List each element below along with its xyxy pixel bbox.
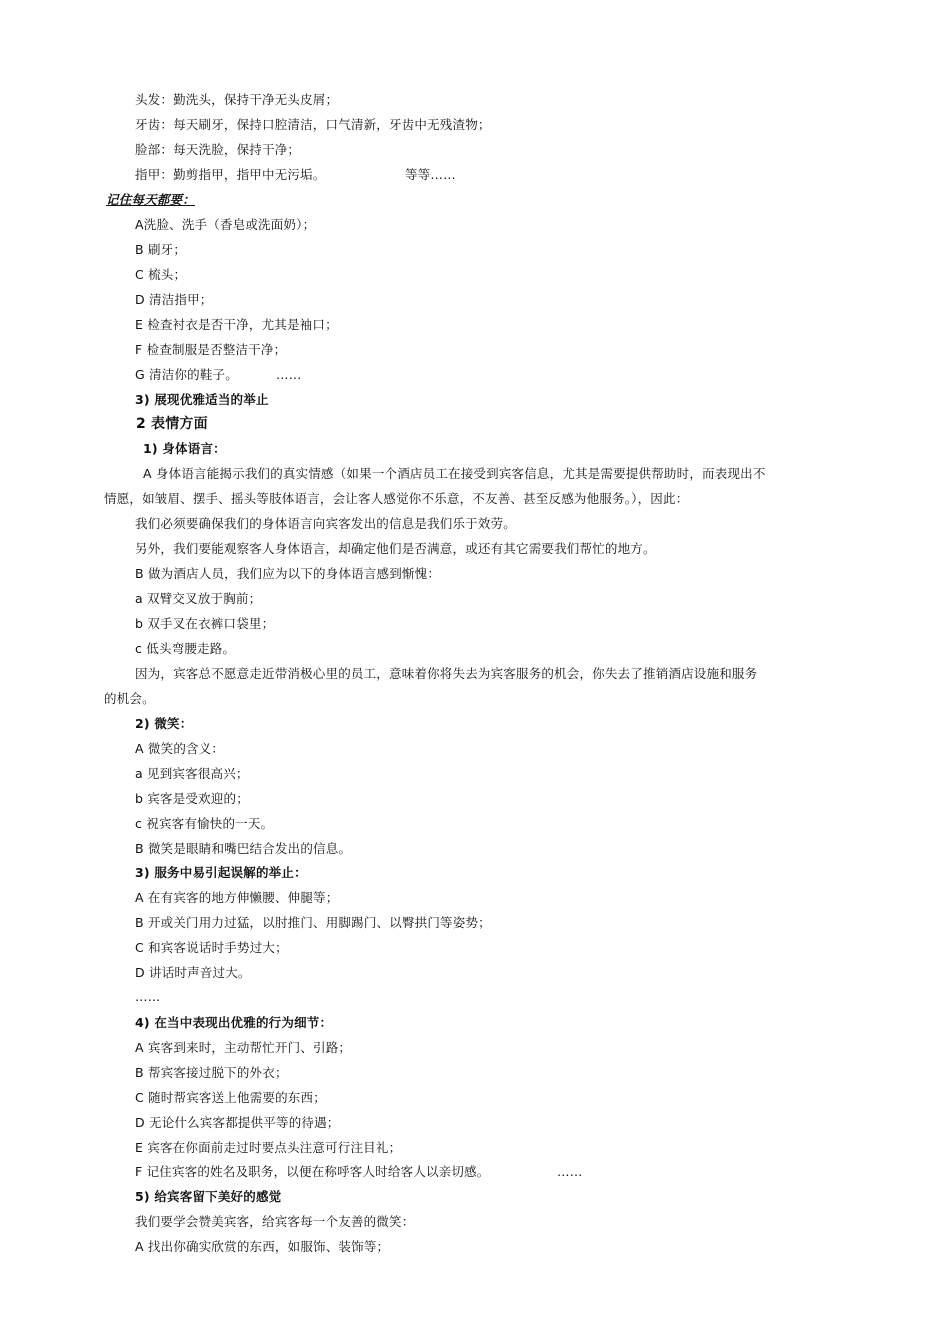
section-3-title: 3) 展现优雅适当的举止	[135, 392, 269, 407]
smile-item-b: b 宾客是受欢迎的；	[135, 791, 249, 806]
misunderstand-item-a: A 在有宾客的地方伸懒腰、伸腿等；	[135, 890, 339, 905]
smile-meaning: A 微笑的含义：	[135, 741, 225, 756]
hygiene-etc: 等等……	[405, 167, 456, 182]
misunderstand-etc: ……	[135, 989, 161, 1004]
daily-item-c: C 梳头；	[135, 267, 187, 282]
body-language-item-a: a 双臂交叉放于胸前；	[135, 591, 262, 606]
smile-heading: 2) 微笑：	[135, 716, 193, 731]
elegant-item-c: C 随时帮宾客送上他需要的东西；	[135, 1090, 326, 1105]
body-language-shame: B 做为酒店人员，我们应为以下的身体语言感到惭愧：	[135, 566, 441, 581]
daily-item-b: B 刷牙；	[135, 242, 187, 257]
hygiene-teeth: 牙齿：每天刷牙，保持口腔清洁，口气清新，牙齿中无残渣物；	[135, 117, 491, 132]
impression-intro: 我们要学会赞美宾客，给宾客每一个友善的微笑：	[135, 1214, 415, 1229]
impression-heading: 5) 给宾客留下美好的感觉	[135, 1189, 282, 1204]
body-language-heading: 1) 身体语言：	[143, 441, 226, 456]
body-language-item-c: c 低头弯腰走路。	[135, 641, 236, 656]
daily-etc: ……	[276, 367, 302, 382]
elegant-etc: ……	[557, 1164, 583, 1179]
daily-item-d: D 清洁指甲；	[135, 292, 213, 307]
misunderstand-item-c: C 和宾客说话时手势过大；	[135, 940, 288, 955]
elegant-item-a: A 宾客到来时，主动帮忙开门、引路；	[135, 1040, 352, 1055]
body-language-observe: 另外，我们要能观察客人身体语言，却确定他们是否满意，或还有其它需要我们帮忙的地方。	[135, 541, 656, 556]
smile-item-a: a 见到宾客很高兴；	[135, 766, 249, 781]
elegant-item-d: D 无论什么宾客都提供平等的待遇；	[135, 1115, 340, 1130]
section-2-title: 2 表情方面	[136, 416, 208, 432]
elegant-item-f: F 记住宾客的姓名及职务，以便在称呼客人时给客人以亲切感。	[135, 1164, 490, 1179]
elegant-item-b: B 帮宾客接过脱下的外衣；	[135, 1065, 288, 1080]
hygiene-hair: 头发：勤洗头，保持干净无头皮屑；	[135, 92, 339, 107]
elegant-heading: 4) 在当中表现出优雅的行为细节：	[135, 1015, 333, 1030]
impression-item-a: A 找出你确实欣赏的东西，如服饰、装饰等；	[135, 1239, 390, 1254]
body-language-item-b: b 双手叉在衣裤口袋里；	[135, 616, 275, 631]
body-language-must: 我们必须要确保我们的身体语言向宾客发出的信息是我们乐于效劳。	[135, 516, 517, 531]
hygiene-nails: 指甲：勤剪指甲，指甲中无污垢。	[135, 167, 326, 182]
daily-item-g: G 清洁你的鞋子。	[135, 367, 238, 382]
body-language-because-1: 因为，宾客总不愿意走近带消极心里的员工，意味着你将失去为宾客服务的机会，你失去了推销酒店设施和服务	[135, 666, 758, 681]
smile-item-c: c 祝宾客有愉快的一天。	[135, 816, 274, 831]
body-language-para-a-2: 情愿，如皱眉、摆手、摇头等肢体语言，会让客人感觉你不乐意，不友善、甚至反感为他服务。），因此：	[104, 491, 689, 506]
body-language-para-a-1: A 身体语言能揭示我们的真实情感（如果一个酒店员工在接受到宾客信息，尤其是需要提供帮助时，而表现出不	[143, 466, 766, 481]
elegant-item-e: E 宾客在你面前走过时要点头注意可行注目礼；	[135, 1140, 402, 1155]
misunderstand-item-b: B 开或关门用力过猛，以肘推门、用脚踢门、以臀拱门等姿势；	[135, 915, 491, 930]
body-language-because-2: 的机会。	[104, 691, 155, 706]
misunderstand-item-d: D 讲话时声音过大。	[135, 965, 251, 980]
misunderstand-heading: 3) 服务中易引起误解的举止：	[135, 865, 307, 880]
daily-item-e: E 检查衬衣是否干净，尤其是袖口；	[135, 317, 338, 332]
daily-item-a: A洗脸、洗手（香皂或洗面奶）；	[135, 217, 316, 232]
hygiene-face: 脸部：每天洗脸，保持干净；	[135, 142, 301, 157]
daily-heading: 记住每天都要：	[106, 192, 195, 207]
daily-item-f: F 检查制服是否整洁干净；	[135, 342, 287, 357]
smile-b: B 微笑是眼睛和嘴巴结合发出的信息。	[135, 841, 352, 856]
